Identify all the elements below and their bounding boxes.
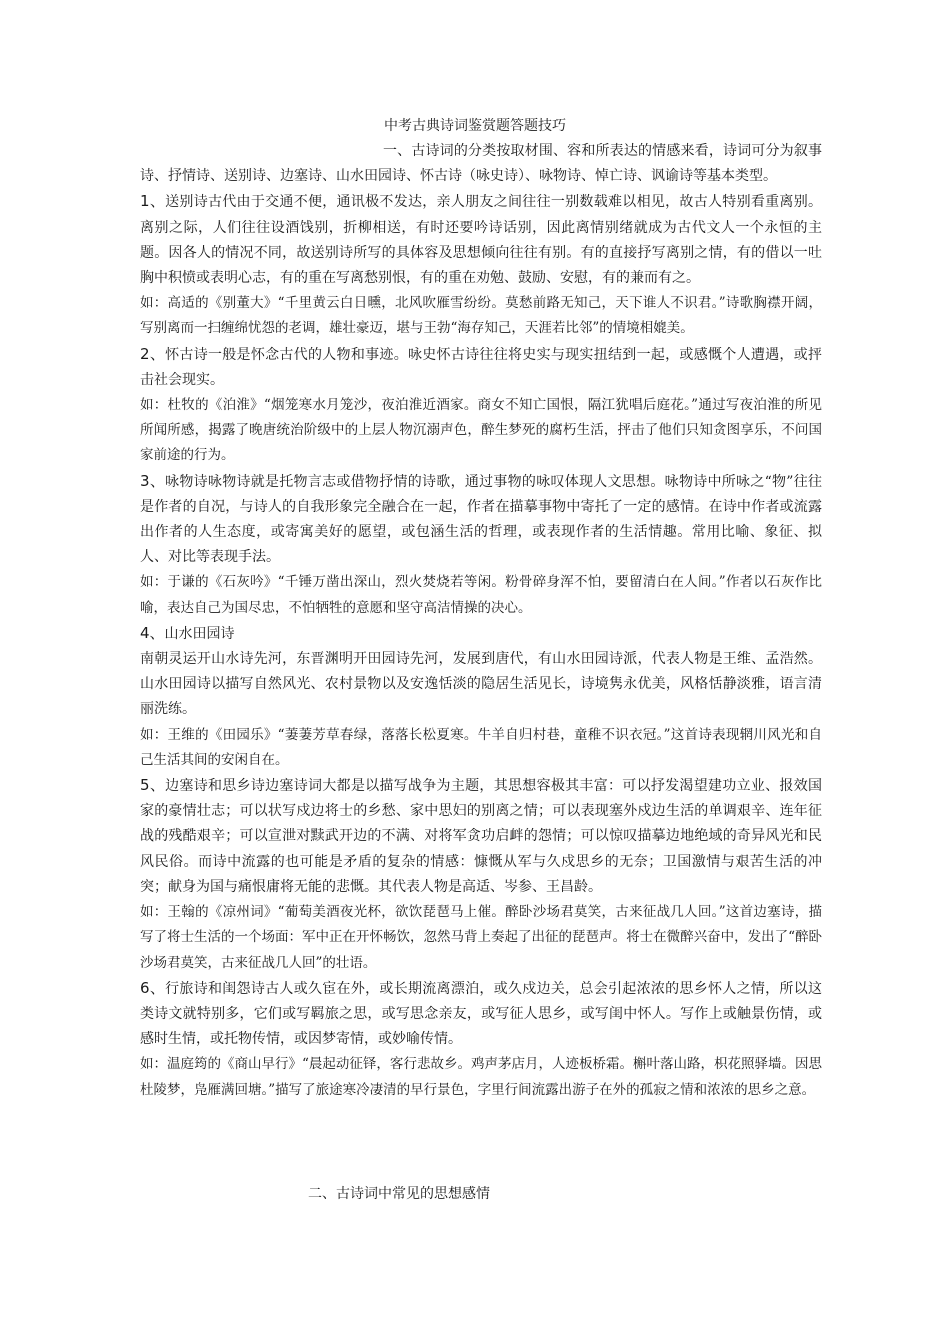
section-5-example: 如：王翰的《凉州词》“葡萄美酒夜光杯，欲饮琵琶马上催。醉卧沙场君莫笑，古来征战几人回。”这首边塞诗，描写了将士生活的一个场面：军中正在开怀畅饮，忽然马背上奏起了出征的琵琶声。将士在微醉兴奋中，发出了“醉卧沙场君莫笑，古来征战几人回”的壮语。 — [140, 904, 822, 971]
section-6-number: 6、 — [140, 978, 166, 997]
section-3-text: 咏物诗咏物诗就是托物言志或借物抒情的诗歌，通过事物的咏叹体现人文思想。咏物诗中所咏之“物”往往是作者的自况，与诗人的自我形象完全融合在一起，作者在描摹事物中寄托了一定的感情。在诗中作者或流露出作者的人生态度，或寄寓美好的愿望，或包涵生活的哲理，或表现作者的生活情趣。常用比喻、象征、拟人、对比等表现手法。 — [140, 473, 822, 566]
section-5-text: 边塞诗和思乡诗边塞诗词大都是以描写战争为主题，其思想容极其丰富：可以抒发渴望建功立业、报效国家的豪情壮志；可以状写戍边将士的乡愁、家中思妇的别离之情；可以表现塞外戍边生活的单调艰辛、连年征战的残酷艰辛；可以宣泄对黩武开边的不满、对将军贪功启衅的怨情；可以惊叹描摹边地绝域的奇异风光和民风民俗。而诗中流露的也可能是矛盾的复杂的情感：慷慨从军与久戍思乡的无奈；卫国激情与艰苦生活的冲突；献身为国与痛恨庸将无能的悲慨。其代表人物是高适、岑参、王昌龄。 — [140, 778, 823, 895]
section-2-number: 2、 — [140, 344, 166, 363]
section-1-text: 送别诗古代由于交通不便，通讯极不发达，亲人朋友之间往往一别数载难以相见，故古人特别看重离别。离别之际，人们往往设酒饯别，折柳相送，有时还要吟诗话别，因此离情别绪就成为古代文人一个永恒的主题。因各人的情况不同，故送别诗所写的具体容及思想倾向往往有别。有的直接抒写离别之情，有的借以一吐胸中积愤或表明心志，有的重在写离愁别恨，有的重在劝勉、鼓励、安慰，有的兼而有之。 — [140, 194, 823, 287]
intro-paragraph: 一、古诗词的分类按取材围、容和所表达的情感来看，诗词可分为叙事诗、抒情诗、送别诗、边塞诗、山水田园诗、怀古诗（咏史诗）、咏物诗、悼亡诗、讽谕诗等基本类型。 — [140, 143, 822, 185]
section-4-body: 南朝灵运开山水诗先河，东晋渊明开田园诗先河，发展到唐代，有山水田园诗派，代表人物是王维、孟浩然。山水田园诗以描写自然风光、农村景物以及安逸恬淡的隐居生活见长，诗境隽永优美，风格恬静淡雅，语言清丽洗练。 — [140, 651, 822, 718]
section-4-text: 山水田园诗 — [164, 625, 235, 642]
section-3-example: 如：于谦的《石灰吟》“千锤万凿出深山，烈火焚烧若等闲。粉骨碎身浑不怕，要留清白在人间。”作者以石灰作比喻，表达自己为国尽忠，不怕牺牲的意愿和坚守高洁情操的决心。 — [140, 574, 822, 616]
section-2-heading: 二、古诗词中常见的思想感情 — [308, 1186, 490, 1202]
section-5-paragraph — [140, 773, 822, 900]
section-2-example: 如：杜牧的《泊淮》“烟笼寒水月笼沙，夜泊淮近酒家。商女不知亡国恨，隔江犹唱后庭花。”通过写夜泊淮的所见所闻所感，揭露了晚唐统治阶级中的上层人物沉溺声色，醉生梦死的腐朽生活，抨击了他们只知贪图享乐，不问国家前途的行为。 — [140, 397, 822, 464]
document-title: 中考古典诗词鉴赏题答题技巧 — [384, 118, 566, 134]
section-4-example: 如：王维的《田园乐》“萋萋芳草春绿，落落长松夏寒。牛羊自归村巷，童稚不识衣冠。”这首诗表现辋川风光和自己生活其间的安闲自在。 — [140, 726, 822, 768]
section-4-heading — [140, 621, 822, 647]
section-1-example: 如：高适的《别董大》“千里黄云白日曛，北风吹雁雪纷纷。莫愁前路无知己，天下谁人不识君。”诗歌胸襟开阔，写别离而一扫缠绵忧怨的老调，雄壮豪迈，堪与王勃“海存知己，天涯若比邻”的情境相媲美。 — [140, 295, 822, 337]
document-body — [140, 139, 822, 1103]
section-6-text: 行旅诗和闺怨诗古人或久宦在外，或长期流离漂泊，或久戍边关，总会引起浓浓的思乡怀人之情，所以这类诗文就特别多，它们或写羁旅之思，或写思念亲友，或写征人思乡，或写闺中怀人。写作上或触景伤情，或感时生情，或托物传情，或因梦寄情，或妙喻传情。 — [140, 980, 823, 1048]
section-4-number: 4、 — [140, 623, 165, 642]
section-3-paragraph — [140, 469, 822, 571]
section-6-example: 如：温庭筠的《商山早行》“晨起动征铎，客行悲故乡。鸡声茅店月，人迹板桥霜。槲叶落山路，枳花照驿墙。因思杜陵梦，凫雁满回塘。”描写了旅途寒冷凄清的早行景色，字里行间流露出游子在外的孤寂之情和浓浓的思乡之意。 — [140, 1056, 822, 1098]
section-3-number: 3、 — [140, 471, 166, 490]
section-1-paragraph — [140, 189, 822, 291]
section-5-number: 5、 — [140, 776, 166, 795]
section-2-text: 怀古诗一般是怀念古代的人物和事迹。咏史怀古诗往往将史实与现实扭结到一起，或感慨个人遭遇，或抨击社会现实。 — [140, 346, 823, 388]
section-6-paragraph — [140, 976, 822, 1053]
section-1-number: 1、 — [140, 192, 166, 211]
section-2-paragraph — [140, 342, 822, 393]
